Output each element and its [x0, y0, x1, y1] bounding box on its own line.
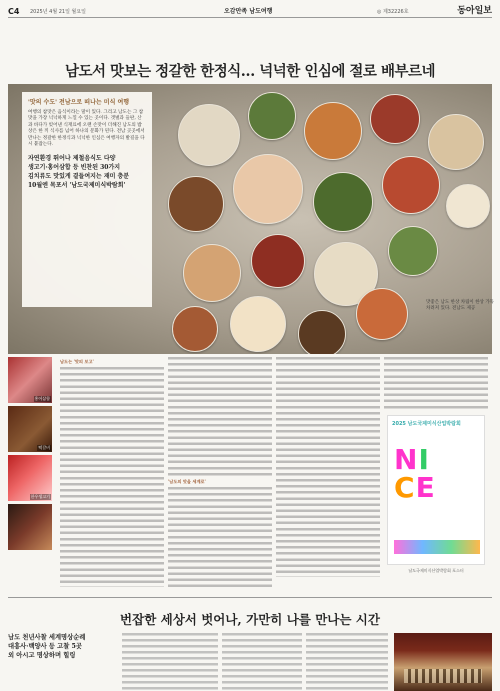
- side-photo: [8, 455, 52, 501]
- newspaper-logo: 동아일보: [457, 6, 492, 16]
- intro-text: 여행의 참맛은 음식이라는 말이 있다. 그리고 남도는 그 참맛을 가장 넉넉하게 느낄 수 있는 곳이다. 갯벌과 들판, 산과 바다가 빚어낸 식재료에 오랜 손맛이 더해진 남도의 밥상은 한 끼 식사를 넘어 하나의 문화가 된다. 전남 곳곳에서 만나는 정갈한 한정식과 넉넉한 인심은 여행자의 발길을 다시 붙잡는다.: [28, 110, 145, 148]
- issue-number: ◎ 제32226호: [377, 9, 409, 15]
- second-article-title: [8, 633, 118, 660]
- subhead-line: 생고기·홍어삼합 등 빈찬된 30가지: [28, 164, 121, 172]
- second-article: [8, 633, 492, 691]
- dish-image: [233, 154, 303, 224]
- subhead-line: 자연환경 뛰어나 제철음식도 다양: [28, 155, 116, 163]
- intro-subheads: [28, 154, 146, 190]
- poster-graphic: [394, 540, 480, 554]
- main-headline: 남도서 맛보는 정갈한 한정식… 넉넉한 인심에 절로 배부르네: [64, 63, 435, 80]
- dish-image: [446, 184, 490, 228]
- article-subhead: 남도는 '맛의 보고': [60, 359, 94, 364]
- subhead-line: 김치류도 맛있게 곁들여지는 재미 충분: [28, 173, 130, 181]
- body-text: [168, 357, 272, 477]
- issue-date: 2025년 4월 21일 월요일: [30, 9, 87, 15]
- dish-image: [230, 296, 286, 352]
- food-photo: [8, 504, 52, 550]
- body-text: [168, 487, 272, 587]
- side-photo-caption: 떡갈비: [38, 445, 50, 450]
- dish-image: [370, 94, 420, 144]
- dish-image: [172, 306, 218, 352]
- poster-letter: N: [394, 443, 419, 476]
- poster-letter: I: [418, 443, 430, 476]
- intro-title: '맛의 수도' 전남으로 떠나는 미식 여행: [28, 99, 130, 106]
- body-text: [60, 367, 164, 587]
- dish-image: [248, 92, 296, 140]
- title-line: 남도 천년사찰 세계명상순례: [8, 634, 86, 641]
- page-header: [8, 6, 492, 18]
- side-photo: [8, 504, 52, 550]
- second-headline: 번잡한 세상서 벗어나, 가만히 나를 만나는 시간: [120, 612, 380, 627]
- dish-image: [183, 244, 241, 302]
- dish-image: [304, 102, 362, 160]
- body-text: [122, 633, 218, 691]
- article-column: [168, 357, 272, 587]
- poster-caption: 남도국제미식산업박람회 포스터: [408, 568, 464, 573]
- dish-image: [356, 288, 408, 340]
- title-line: 외 아시고 명상하며 힐링: [8, 652, 76, 659]
- temple-photo: [394, 633, 492, 691]
- body-text: [222, 633, 302, 691]
- poster-letter: E: [415, 471, 436, 504]
- body-text: [306, 633, 388, 691]
- dish-image: [251, 234, 305, 288]
- body-text: [276, 357, 380, 577]
- article-column: [60, 357, 164, 587]
- photo-caption: 맛좋은 남도 한상 차림이 한상 가득 차려져 있다. 전남도 제공: [426, 300, 495, 311]
- dish-image: [168, 176, 224, 232]
- article-column: [384, 357, 488, 413]
- side-photo-caption: 홍어삼합: [34, 396, 50, 401]
- poster-heading: 2025 남도국제미식산업박람회: [392, 421, 461, 427]
- article-subhead: '남도의 맛을 세계로': [168, 479, 206, 484]
- dish-image: [298, 310, 346, 354]
- expo-poster: [387, 415, 485, 565]
- poster-letters: [394, 443, 436, 504]
- dish-image: [313, 172, 373, 232]
- page-number: C4: [8, 7, 20, 16]
- article-column: [276, 357, 380, 577]
- dish-image: [382, 156, 440, 214]
- section-title: 오감만족 남도여행: [224, 8, 273, 15]
- dish-image: [178, 104, 240, 166]
- feature-intro-box: [22, 92, 152, 307]
- section-divider: [8, 597, 492, 598]
- side-photo-column: [8, 357, 52, 553]
- side-photo-caption: 한우생고기: [30, 494, 50, 499]
- side-photo: [8, 406, 52, 452]
- dish-image: [388, 226, 438, 276]
- subhead-line: 10월엔 목포서 '남도국제미식박람회': [28, 182, 126, 190]
- dish-image: [428, 114, 484, 170]
- body-text: [384, 357, 488, 409]
- poster-letter: C: [394, 471, 416, 504]
- title-line: 대흥사·백양사 등 고찰 5곳: [8, 643, 82, 650]
- side-photo: [8, 357, 52, 403]
